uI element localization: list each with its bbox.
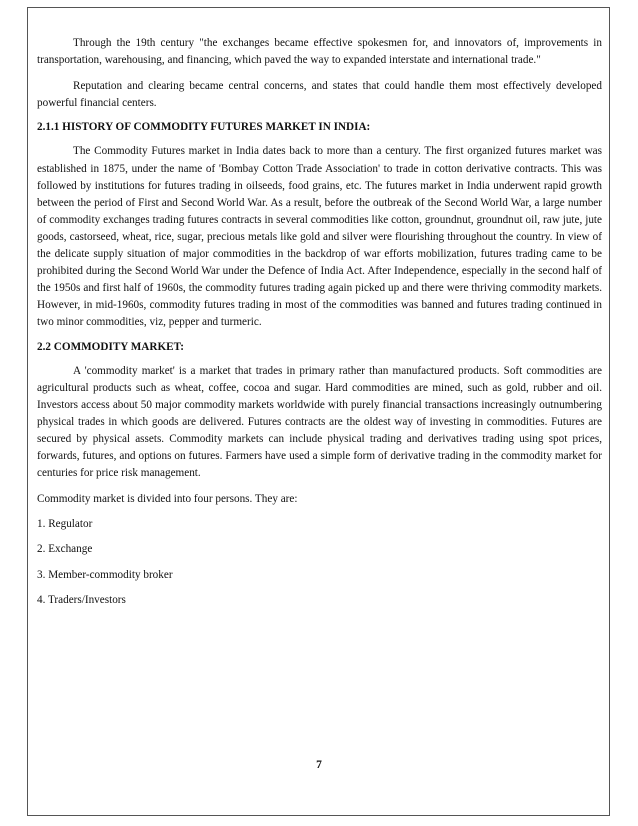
paragraph-exchanges: Through the 19th century "the exchanges became effective spokesmen for, and innovators of, improvements in transportation, warehousing, and financing, which paved the way to expanded interstate and international trade." xyxy=(37,37,602,67)
paragraph-reputation: Reputation and clearing became central concerns, and states that could handle them most effectively developed powerful financial centers. xyxy=(37,80,602,110)
paragraph-history: The Commodity Futures market in India dates back to more than a century. The first organized futures market was established in 1875, under the name of 'Bombay Cotton Trade Association' to trade in cotton derivative contracts. This was followed by institutions for futures trading in oilseeds, food grains, etc. The futures market in India underwent rapid growth between the period of First and Second World War. As a result, before the outbreak of the Second World War, a large number of commodity exchanges trading futures contracts in several commodities like cotton, groundnut, groundnut oil, raw jute, jute goods, castorseed, wheat, rice, sugar, precious metals like gold and silver were flourishing throughout the country. In view of the delicate supply situation of major commodities in the backdrop of war efforts mobilization, futures trading came to be prohibited during the Second World War under the Defence of India Act. After Independence, especially in the second half of the 1950s and first half of 1960s, the commodity futures trading again picked up and there were thriving commodity markets. However, in mid-1960s, commodity futures trading in most of the commodities was banned and futures trading continued in two minor commodities, viz, pepper and turmeric. xyxy=(37,145,602,329)
section-heading-history: 2.1.1 HISTORY OF COMMODITY FUTURES MARKET IN INDIA: xyxy=(37,121,371,134)
list-item-regulator: 1. Regulator xyxy=(37,518,93,531)
section-heading-commodity-market: 2.2 COMMODITY MARKET: xyxy=(37,340,184,353)
page-content xyxy=(37,35,602,609)
paragraph-divided: Commodity market is divided into four persons. They are: xyxy=(37,493,298,506)
paragraph-commodity-market: A 'commodity market' is a market that trades in primary rather than manufactured products. Soft commodities are agricultural products such as wheat, coffee, cocoa and sugar. Hard commodities are mined, such as gold, rubber and oil. Investors access about 50 major commodity markets worldwide with purely financial transactions increasingly outnumbering physical trades in which goods are delivered. Futures contracts are the oldest way of investing in commodities. Futures are secured by physical assets. Commodity markets can include physical trading and derivatives trading using spot prices, forwards, futures, and options on futures. Farmers have used a simple form of derivative trading in the commodity market for centuries for price risk management. xyxy=(37,364,602,480)
page-number: 7 xyxy=(316,759,322,771)
list-item-traders: 4. Traders/Investors xyxy=(37,593,126,606)
list-item-exchange: 2. Exchange xyxy=(37,543,93,556)
list-item-broker: 3. Member-commodity broker xyxy=(37,568,173,581)
